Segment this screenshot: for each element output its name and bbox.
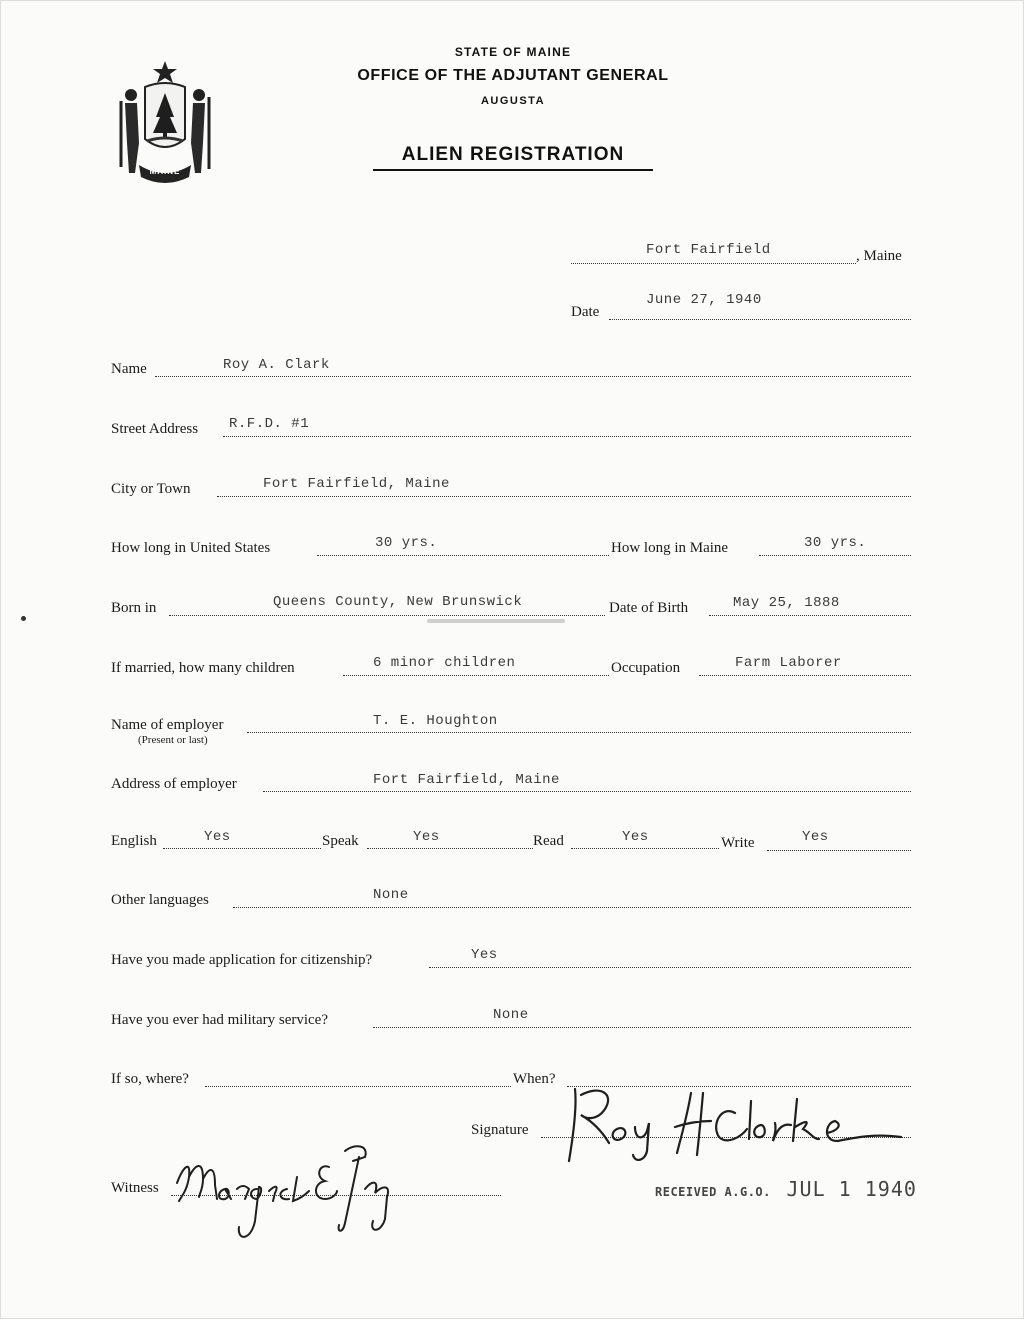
- stamp-prefix: RECEIVED A.G.O.: [655, 1185, 771, 1199]
- employer-address-value: Fort Fairfield, Maine: [373, 772, 560, 788]
- state-seal: [109, 57, 221, 185]
- place-suffix: , Maine: [856, 248, 902, 264]
- dob-value: May 25, 1888: [733, 595, 840, 611]
- read-value: Yes: [622, 829, 649, 845]
- children-label: If married, how many children: [111, 660, 295, 676]
- witness-scrawl: [169, 1137, 419, 1247]
- name-value: Roy A. Clark: [223, 357, 330, 373]
- date-line: [609, 319, 911, 320]
- occupation-label: Occupation: [611, 660, 681, 676]
- citizenship-line: [429, 967, 911, 968]
- speak-value: Yes: [413, 829, 440, 845]
- where-line: [205, 1086, 511, 1087]
- employer-address-line: [263, 791, 911, 792]
- born-line: [169, 615, 605, 616]
- witness-value: [201, 1171, 207, 1172]
- military-value: None: [493, 1007, 529, 1023]
- occupation-value: Farm Laborer: [735, 655, 842, 671]
- signature-value: [581, 1101, 587, 1102]
- witness-label: Witness: [111, 1180, 159, 1196]
- born-label: Born in: [111, 600, 157, 616]
- header-state: STATE OF MAINE: [454, 45, 572, 59]
- write-label: Write: [721, 835, 755, 851]
- employer-address-label: Address of employer: [111, 776, 237, 792]
- read-line: [571, 848, 719, 849]
- street-line: [223, 436, 911, 437]
- street-label: Street Address: [111, 421, 199, 437]
- english-label: English: [111, 833, 157, 849]
- other-languages-value: None: [373, 887, 409, 903]
- city-value: Fort Fairfield, Maine: [263, 476, 450, 492]
- date-label: Date: [571, 304, 600, 320]
- dob-label: Date of Birth: [609, 600, 689, 616]
- us-duration-value: 30 yrs.: [375, 535, 438, 551]
- where-label: If so, where?: [111, 1071, 189, 1087]
- other-languages-line: [233, 907, 911, 908]
- signature-label: Signature: [471, 1122, 529, 1138]
- english-line: [163, 848, 321, 849]
- write-value: Yes: [802, 829, 829, 845]
- maine-seal-icon: [109, 57, 221, 185]
- write-line: [767, 850, 911, 851]
- received-stamp: [655, 1177, 917, 1201]
- city-label: City or Town: [111, 481, 191, 497]
- citizenship-label: Have you made application for citizenship?: [111, 952, 373, 968]
- occupation-line: [699, 675, 911, 676]
- citizenship-value: Yes: [471, 947, 498, 963]
- form-title: ALIEN REGISTRATION: [401, 144, 625, 165]
- city-line: [217, 496, 911, 497]
- other-languages-label: Other languages: [111, 892, 209, 908]
- dob-line: [709, 615, 911, 616]
- place-value: Fort Fairfield: [646, 242, 771, 258]
- born-smudge: [427, 619, 565, 623]
- us-duration-label: How long in United States: [111, 540, 271, 556]
- us-duration-line: [317, 555, 609, 556]
- title-underline: [373, 169, 653, 171]
- place-line: [571, 263, 856, 264]
- employer-line: [247, 732, 911, 733]
- seal-scroll-text: MAINE: [149, 167, 181, 176]
- english-value: Yes: [204, 829, 231, 845]
- read-label: Read: [533, 833, 564, 849]
- signature-scrawl: [551, 1077, 931, 1167]
- name-line: [155, 376, 911, 377]
- maine-duration-label: How long in Maine: [611, 540, 729, 556]
- military-line: [373, 1027, 911, 1028]
- speak-label: Speak: [322, 833, 359, 849]
- military-label: Have you ever had military service?: [111, 1012, 328, 1028]
- name-label: Name: [111, 361, 147, 377]
- children-value: 6 minor children: [373, 655, 516, 671]
- stamp-date: JUL 1 1940: [786, 1177, 917, 1201]
- maine-duration-line: [759, 555, 911, 556]
- maine-duration-value: 30 yrs.: [804, 535, 867, 551]
- date-value: June 27, 1940: [646, 292, 762, 308]
- employer-sublabel: (Present or last): [138, 734, 208, 746]
- when-label: When?: [513, 1071, 556, 1087]
- street-value: R.F.D. #1: [229, 416, 310, 432]
- margin-dot: [21, 616, 26, 621]
- born-value: Queens County, New Brunswick: [273, 594, 523, 610]
- employer-label: Name of employer: [111, 717, 224, 733]
- header-office: OFFICE OF THE ADJUTANT GENERAL: [357, 67, 669, 84]
- children-line: [343, 675, 609, 676]
- speak-line: [367, 848, 533, 849]
- employer-value: T. E. Houghton: [373, 713, 498, 729]
- header-city: AUGUSTA: [480, 95, 546, 107]
